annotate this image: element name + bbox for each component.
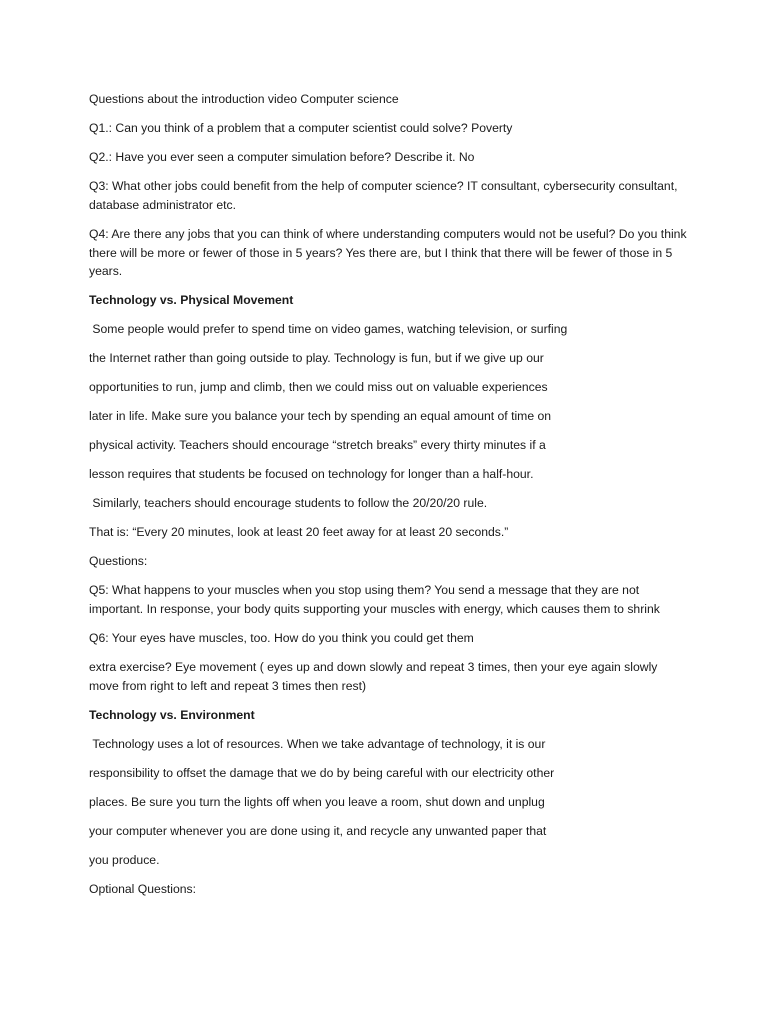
question-2: Q2.: Have you ever seen a computer simulation before? Describe it. No: [89, 149, 475, 164]
body-line: your computer whenever you are done using it, and recycle any unwanted paper that: [89, 823, 547, 838]
body-line: later in life. Make sure you balance your tech by spending an equal amount of time on: [89, 409, 552, 424]
body-line: physical activity. Teachers should encourage “stretch breaks” every thirty minutes if a: [89, 438, 546, 453]
question-1: Q1.: Can you think of a problem that a computer scientist could solve? Poverty: [89, 120, 513, 135]
question-5: Q5: What happens to your muscles when you stop using them? You send a message that they are not important. In response, your body quits supporting your muscles with energy, which causes them to shrink: [89, 583, 660, 616]
body-line: Technology uses a lot of resources. When we take advantage of technology, it is our: [89, 736, 546, 751]
document-title: Questions about the introduction video Computer science: [89, 92, 399, 106]
questions-label: Questions:: [89, 554, 148, 569]
document-page: [89, 90, 689, 909]
body-line: opportunities to run, jump and climb, then we could miss out on valuable experiences: [89, 380, 548, 395]
question-4: Q4: Are there any jobs that you can think of where understanding computers would not be useful? Do you think there will be more or fewer of those in 5 years? Yes there are, but I think that there will be fewer of those in 5 years.: [89, 226, 690, 279]
body-line: That is: “Every 20 minutes, look at least 20 feet away for at least 20 seconds.”: [89, 525, 509, 540]
section-heading-physical-movement: Technology vs. Physical Movement: [89, 293, 294, 308]
body-line: lesson requires that students be focused on technology for longer than a half-hour.: [89, 467, 534, 482]
body-line: places. Be sure you turn the lights off when you leave a room, shut down and unplug: [89, 794, 545, 809]
question-6: Q6: Your eyes have muscles, too. How do you think you could get them: [89, 630, 474, 645]
body-line: Similarly, teachers should encourage students to follow the 20/20/20 rule.: [89, 496, 488, 511]
body-line: you produce.: [89, 852, 160, 867]
question-6-answer: extra exercise? Eye movement ( eyes up and down slowly and repeat 3 times, then your eye again slowly move from right to left and repeat 3 times then rest): [89, 659, 661, 693]
body-line: responsibility to offset the damage that we do by being careful with our electricity other: [89, 765, 555, 780]
body-line: the Internet rather than going outside to play. Technology is fun, but if we give up our: [89, 351, 544, 366]
optional-questions-label: Optional Questions:: [89, 881, 197, 896]
body-line: Some people would prefer to spend time on video games, watching television, or surfing: [89, 322, 568, 337]
question-3: Q3: What other jobs could benefit from the help of computer science? IT consultant, cybersecurity consultant, database administrator etc.: [89, 178, 681, 212]
section-heading-environment: Technology vs. Environment: [89, 707, 255, 722]
